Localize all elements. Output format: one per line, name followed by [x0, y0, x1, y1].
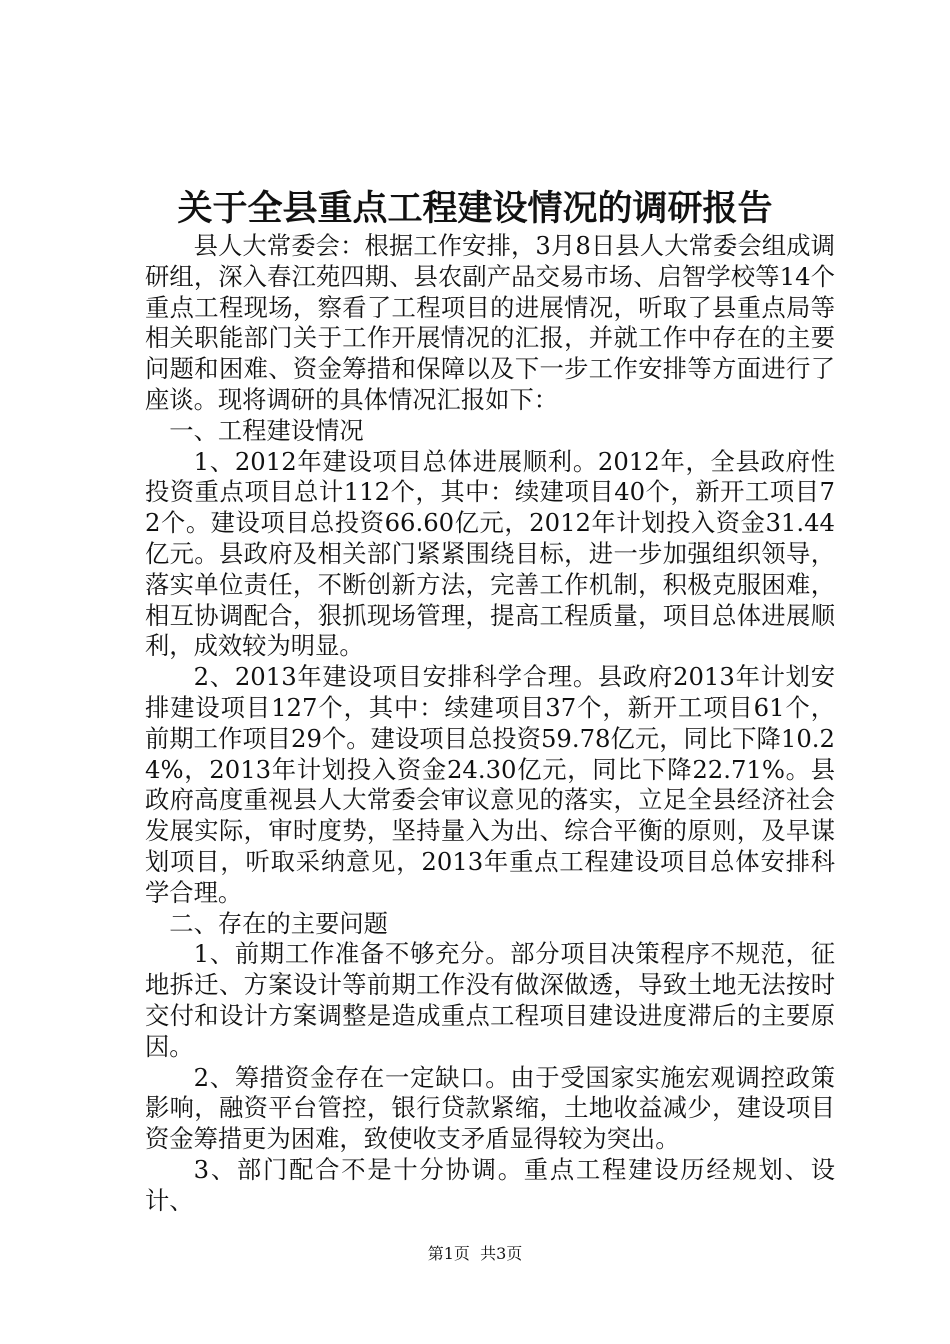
section-heading-construction: 一、工程建设情况 [169, 415, 364, 445]
page-total: 共3页 [480, 1244, 523, 1263]
document-body [145, 231, 835, 1217]
section-heading-problems: 二、存在的主要问题 [169, 908, 388, 938]
paragraph-coordination: 3、部门配合不是十分协调。重点工程建设历经规划、设计、 [145, 1154, 835, 1215]
document-title: 关于全县重点工程建设情况的调研报告 [177, 188, 773, 229]
page-footer [0, 1244, 950, 1264]
page-number: 第1页 [427, 1244, 470, 1263]
paragraph-2012-projects: 1、2012年建设项目总体进展顺利。2012年，全县政府性投资重点项目总计112个，其中：续建项目40个，新开工项目72个。建设项目总投资66.60亿元，2012年计划投入资金31.44亿元。县政府及相关部门紧紧围绕目标，进一步加强组织领导，落实单位责任，不断创新方法，完善工作机制，积极克服困难，相互协调配合，狠抓现场管理，提高工程质量，项目总体进展顺利，成效较为明显。 [145, 446, 835, 661]
paragraph-preparation: 1、前期工作准备不够充分。部分项目决策程序不规范，征地拆迁、方案设计等前期工作没有做深做透，导致土地无法按时交付和设计方案调整是造成重点工程项目建设进度滞后的主要原因。 [145, 939, 835, 1061]
paragraph-2013-projects: 2、2013年建设项目安排科学合理。县政府2013年计划安排建设项目127个，其中：续建项目37个，新开工项目61个，前期工作项目29个。建设项目总投资59.78亿元，同比下降10.24%，2013年计划投入资金24.30亿元，同比下降22.71%。县政府高度重视县人大常委会审议意见的落实，立足全县经济社会发展实际，审时度势，坚持量入为出、综合平衡的原则，及早谋划项目，听取采纳意见，2013年重点工程建设项目总体安排科学合理。 [145, 662, 835, 907]
intro-paragraph: 县人大常委会：根据工作安排，3月8日县人大常委会组成调研组，深入春江苑四期、县农副产品交易市场、启智学校等14个重点工程现场，察看了工程项目的进展情况，听取了县重点局等相关职能部门关于工作开展情况的汇报，并就工作中存在的主要问题和困难、资金筹措和保障以及下一步工作安排等方面进行了座谈。现将调研的具体情况汇报如下： [145, 231, 835, 414]
paragraph-funding: 2、筹措资金存在一定缺口。由于受国家实施宏观调控政策影响，融资平台管控，银行贷款紧缩，土地收益减少，建设项目资金筹措更为困难，致使收支矛盾显得较为突出。 [145, 1062, 835, 1154]
